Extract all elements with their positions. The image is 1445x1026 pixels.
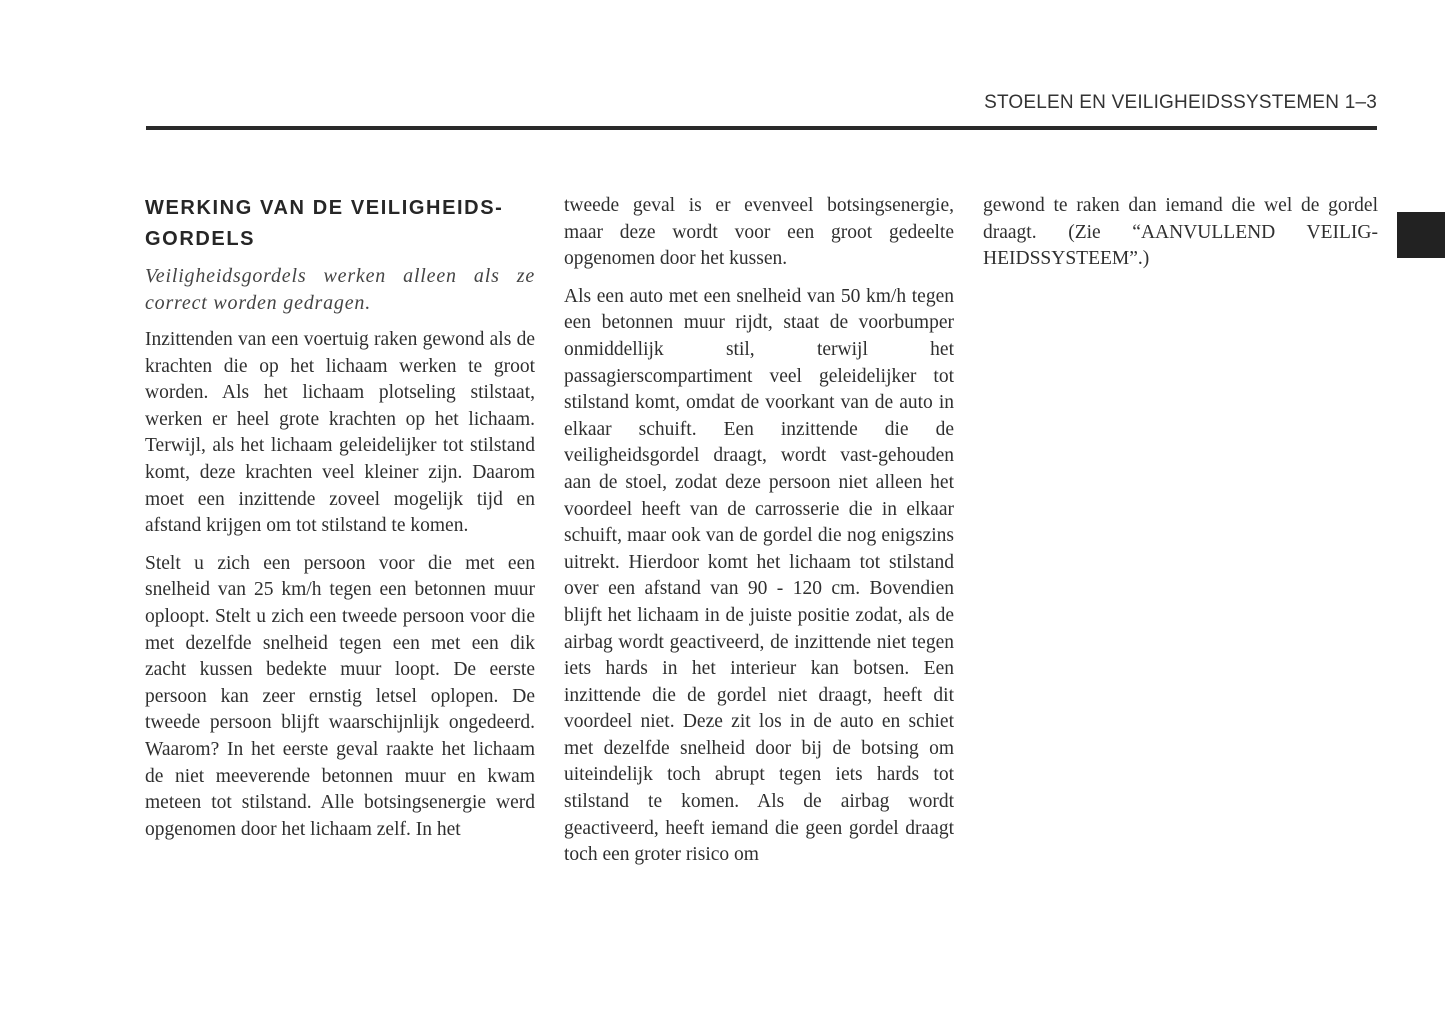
- paragraph: Als een auto met een snelheid van 50 km/h tegen een betonnen muur rijdt, staat de voorbumper onmiddellijk stil, terwijl het passagierscompartiment veel geleidelijker tot stilstand komt, omdat de voorkant van de auto in elkaar schuift. Een inzittende die de veiligheidsgordel draagt, wordt vast-gehouden aan de stoel, zodat deze persoon niet alleen het voordeel heeft van de carrosserie die in elkaar schuift, maar ook van de gordel die nog enigszins uitrekt. Hierdoor komt het lichaam tot stilstand over een afstand van 90 - 120 cm. Bovendien blijft het lichaam in de juiste positie zodat, als de airbag wordt geactiveerd, de inzittende niet tegen iets hards in het interieur kan botsen. Een inzittende die de gordel niet draagt, heeft dit voordeel niet. Deze zit los in de auto en schiet met dezelfde snelheid door bij de botsing om uiteindelijk toch abrupt tegen iets hards tot stilstand te komen. Als de airbag wordt geactiveerd, heeft iemand die geen gordel draagt toch een groter risico om: [564, 285, 954, 866]
- text-column-1: [145, 193, 535, 854]
- section-lead: Veiligheidsgordels werken alleen als ze correct worden gedragen.: [145, 265, 535, 314]
- paragraph: Inzittenden van een voertuig raken gewond als de krachten die op het lichaam werken te groot worden. Als het lichaam plotseling stilstaat, werken er heel grote krachten op het lichaam. Terwijl, als het lichaam geleidelijker tot stilstand komt, deze krachten veel kleiner zijn. Daarom moet een inzittende zoveel mogelijk tijd en afstand krijgen om tot stilstand te komen.: [145, 329, 535, 537]
- section-title: WERKING VAN DE VEILIGHEIDS- GORDELS: [145, 197, 504, 250]
- paragraph: Stelt u zich een persoon voor die met een snelheid van 25 km/h tegen een betonnen muur oploopt. Stelt u zich een tweede persoon voor die met dezelfde snelheid tegen een met een dik zacht kussen bedekte muur loopt. De eerste persoon kan zeer ernstig letsel oplopen. De tweede persoon blijft waarschijnlijk ongedeerd. Waarom? In het eerste geval raakte het lichaam de niet meeverende betonnen muur en kwam meteen tot stilstand. Alle botsingsenergie werd opgenomen door het lichaam zelf. In het: [145, 552, 535, 840]
- chapter-thumb-tab: [1397, 212, 1445, 258]
- paragraph: gewond te raken dan iemand die wel de gordel draagt. (Zie “AANVULLEND VEILIG-HEIDSSYSTEEM”.): [983, 195, 1378, 270]
- paragraph: tweede geval is er evenveel botsingsenergie, maar deze wordt voor een groot gedeelte opgenomen door het kussen.: [564, 195, 954, 270]
- running-header: STOELEN EN VEILIGHEIDSSYSTEMEN 1–3: [984, 92, 1377, 113]
- text-column-3: [983, 193, 1378, 284]
- text-column-2: [564, 193, 954, 880]
- header-rule: [146, 126, 1377, 130]
